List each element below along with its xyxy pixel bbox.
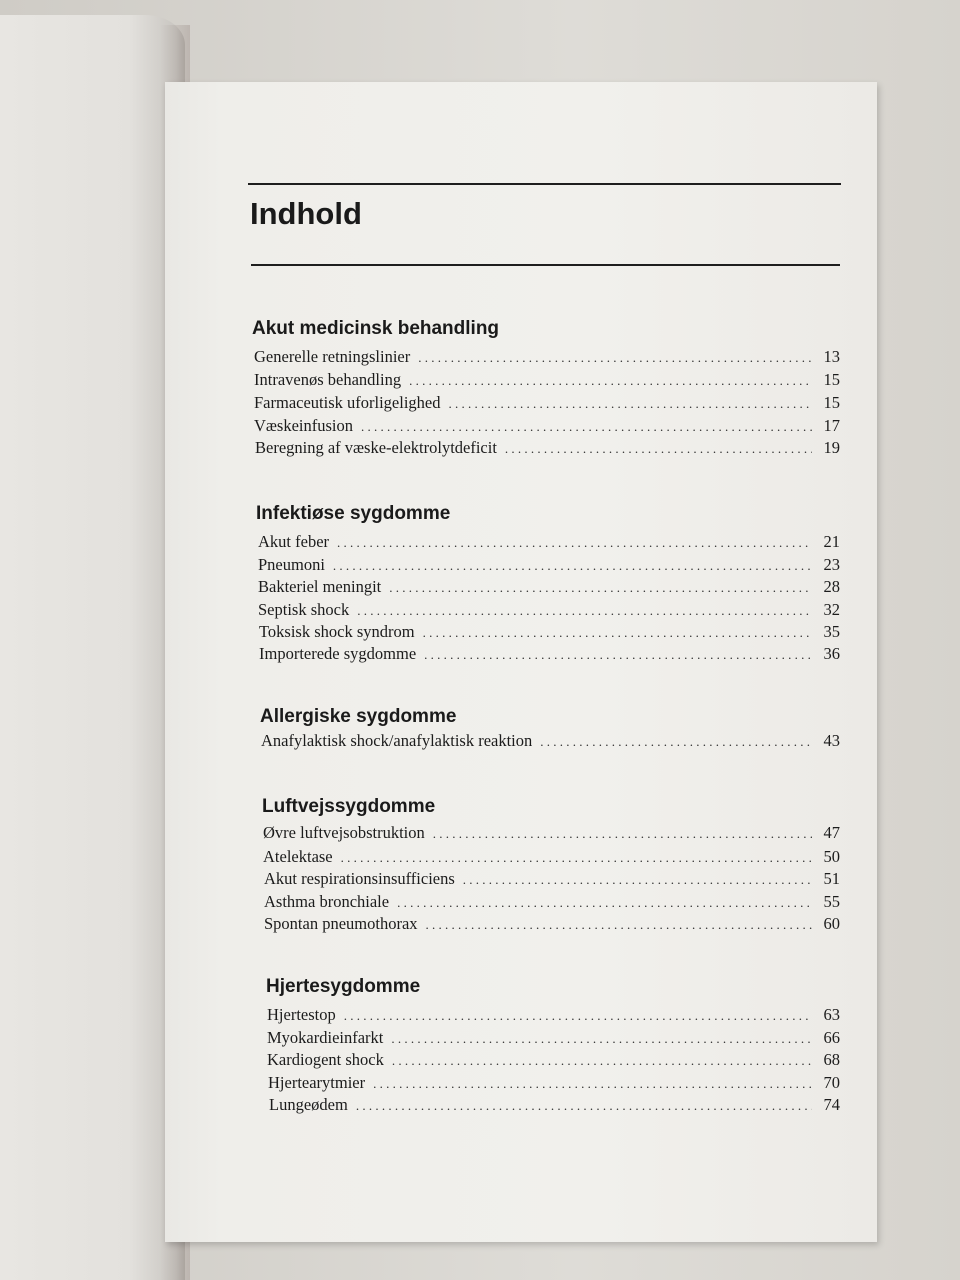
toc-entry[interactable]: [264, 892, 840, 912]
toc-entry[interactable]: [268, 1073, 840, 1093]
toc-entry[interactable]: [254, 393, 840, 413]
toc-entry[interactable]: [263, 847, 840, 867]
dot-leader: [392, 1051, 812, 1071]
entry-page: 70: [823, 1073, 840, 1092]
toc-entry[interactable]: [254, 370, 840, 390]
dot-leader: [463, 870, 812, 890]
dot-leader: [449, 394, 813, 414]
entry-label: Beregning af væske-elektrolytdeficit: [255, 438, 497, 457]
dot-leader: [373, 1074, 812, 1094]
dot-leader: [397, 893, 812, 913]
entry-page: 43: [823, 731, 840, 750]
section-heading: Allergiske sygdomme: [260, 706, 457, 727]
entry-page: 50: [823, 847, 840, 866]
dot-leader: [433, 824, 812, 844]
toc-entry[interactable]: [261, 731, 840, 751]
dot-leader: [424, 645, 812, 665]
entry-page: 15: [823, 370, 840, 389]
dot-leader: [426, 915, 812, 935]
entry-label: Akut respirationsinsufficiens: [264, 869, 455, 888]
entry-label: Lungeødem: [269, 1095, 348, 1114]
entry-page: 74: [823, 1095, 840, 1114]
entry-page: 28: [823, 577, 840, 596]
entry-page: 17: [823, 416, 840, 435]
toc-entry[interactable]: [267, 1050, 840, 1070]
entry-label: Intravenøs behandling: [254, 370, 402, 389]
toc-entry[interactable]: [264, 914, 840, 934]
section-heading: Akut medicinsk behandling: [252, 318, 500, 339]
entry-label: Generelle retningslinier: [254, 347, 411, 366]
entry-page: 19: [823, 438, 840, 457]
toc-entry[interactable]: [269, 1095, 840, 1115]
toc-entry[interactable]: [259, 644, 840, 664]
dot-leader: [423, 623, 812, 643]
toc-entry[interactable]: [259, 622, 840, 642]
page-title: Indhold: [250, 196, 362, 231]
entry-label: Atelektase: [263, 847, 333, 866]
dot-leader: [337, 533, 812, 553]
entry-page: 15: [823, 393, 840, 412]
entry-label: Akut feber: [258, 532, 330, 551]
entry-page: 13: [823, 347, 840, 366]
entry-page: 68: [823, 1050, 840, 1069]
entry-page: 32: [823, 600, 840, 619]
entry-page: 51: [823, 869, 840, 888]
entry-label: Septisk shock: [258, 600, 350, 619]
dot-leader: [389, 578, 812, 598]
toc-entry[interactable]: [258, 600, 840, 620]
dot-leader: [418, 348, 812, 368]
dot-leader: [341, 848, 812, 868]
section-heading: Luftvejssygdomme: [262, 796, 436, 817]
entry-label: Hjertestop: [267, 1005, 336, 1024]
dot-leader: [391, 1029, 812, 1049]
entry-page: 35: [823, 622, 840, 641]
dot-leader: [409, 371, 812, 391]
entry-page: 23: [823, 555, 840, 574]
dot-leader: [505, 439, 812, 459]
entry-page: 47: [823, 823, 840, 842]
entry-label: Spontan pneumothorax: [264, 914, 418, 933]
toc-entry[interactable]: [254, 347, 840, 367]
dot-leader: [333, 556, 812, 576]
dot-leader: [540, 732, 812, 752]
toc-entry[interactable]: [255, 438, 840, 458]
toc-entry[interactable]: [263, 823, 840, 843]
entry-page: 60: [823, 914, 840, 933]
toc-entry[interactable]: [258, 532, 840, 552]
toc-entry[interactable]: [267, 1005, 840, 1025]
entry-label: Anafylaktisk shock/anafylaktisk reaktion: [261, 731, 533, 750]
entry-label: Væskeinfusion: [254, 416, 353, 435]
entry-label: Importerede sygdomme: [259, 644, 417, 663]
entry-page: 66: [823, 1028, 840, 1047]
entry-label: Asthma bronchiale: [264, 892, 390, 911]
entry-label: Toksisk shock syndrom: [259, 622, 415, 641]
entry-label: Øvre luftvejsobstruktion: [263, 823, 425, 842]
dot-leader: [357, 601, 812, 621]
dot-leader: [344, 1006, 812, 1026]
toc-entry[interactable]: [267, 1028, 840, 1048]
entry-label: Pneumoni: [258, 555, 325, 574]
entry-label: Farmaceutisk uforligelighed: [254, 393, 441, 412]
toc-entry[interactable]: [258, 555, 840, 575]
entry-page: 21: [823, 532, 840, 551]
section-heading: Hjertesygdomme: [266, 976, 421, 997]
section-heading: Infektiøse sygdomme: [256, 503, 451, 524]
entry-label: Myokardieinfarkt: [267, 1028, 384, 1047]
toc-entry[interactable]: [264, 869, 840, 889]
toc-entry[interactable]: [258, 577, 840, 597]
entry-page: 55: [823, 892, 840, 911]
entry-label: Hjertearytmier: [268, 1073, 366, 1092]
entry-page: 63: [823, 1005, 840, 1024]
dot-leader: [356, 1096, 812, 1116]
dot-leader: [361, 417, 812, 437]
toc-entry[interactable]: [254, 416, 840, 436]
entry-page: 36: [823, 644, 840, 663]
entry-label: Kardiogent shock: [267, 1050, 384, 1069]
entry-label: Bakteriel meningit: [258, 577, 382, 596]
